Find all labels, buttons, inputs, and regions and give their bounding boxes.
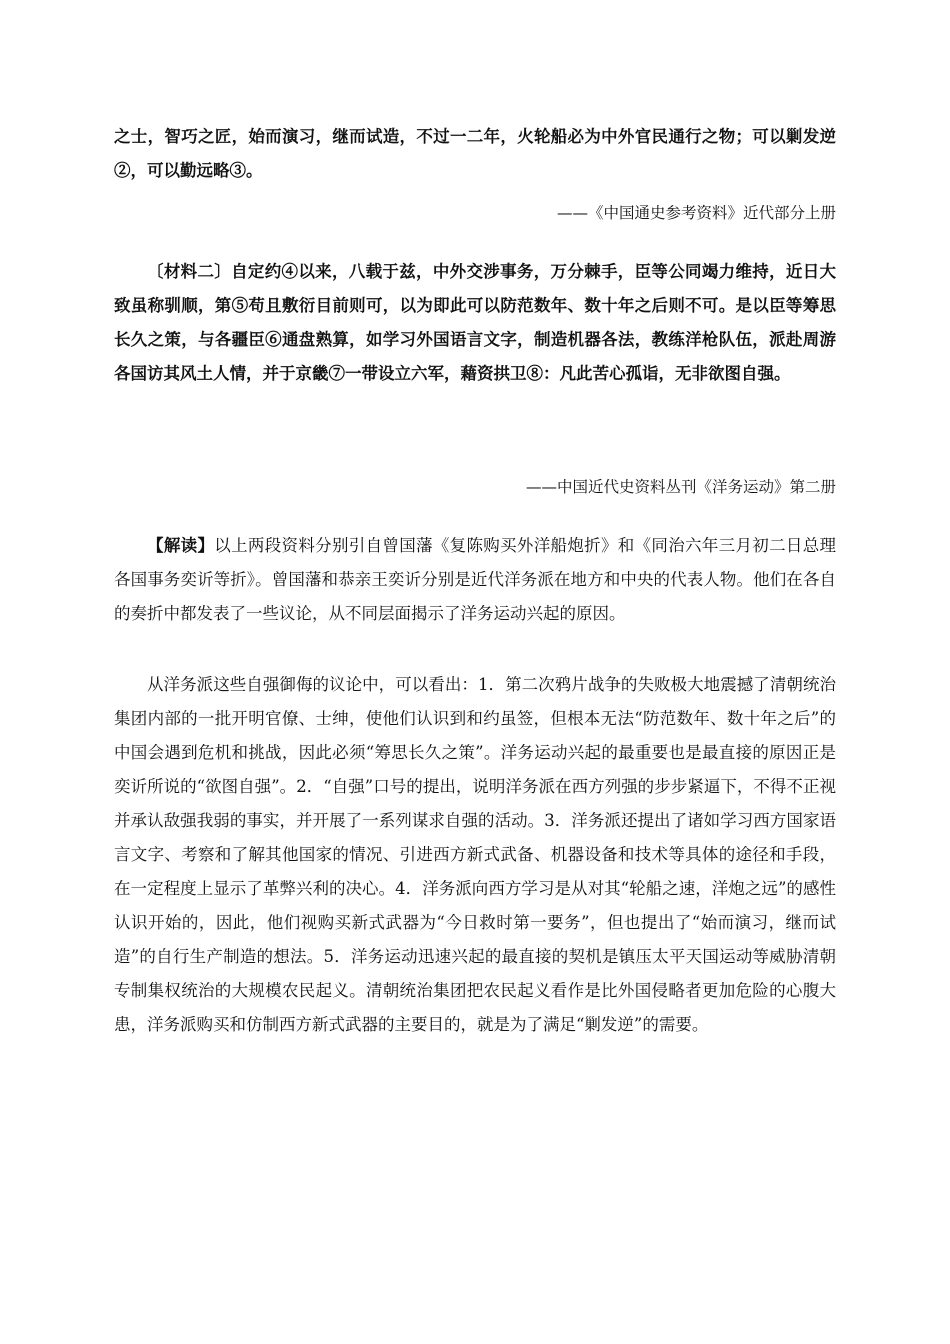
material-one-continuation: 之士，智巧之匠，始而演习，继而试造，不过一二年，火轮船必为中外官民通行之物；可以剿发逆②，可以勤远略③。 xyxy=(114,127,836,180)
interpretation-label: 【解读】 xyxy=(147,536,215,555)
interpretation-text-one: 以上两段资料分别引自曾国藩《复陈购买外洋船炮折》和《同治六年三月初二日总理各国事务奕䜣等折》。曾国藩和恭亲王奕䜣分别是近代洋务派在地方和中央的代表人物。他们在各自的奏折中都发表了一些议论，从不同层面揭示了洋务运动兴起的原因。 xyxy=(114,536,836,623)
material-one-source: ——《中国通史参考资料》近代部分上册 xyxy=(556,204,836,222)
material-two-paragraph xyxy=(114,255,836,391)
material-two-source: ——中国近代史资料丛刊《洋务运动》第二册 xyxy=(525,478,836,496)
material-two-label: 〔材料二〕 xyxy=(147,262,232,281)
interpretation-paragraph-two: 从洋务派这些自强御侮的议论中，可以看出：1．第二次鸦片战争的失败极大地震撼了清朝统治集团内部的一批开明官僚、士绅，使他们认识到和约虽签，但根本无法“防范数年、数十年之后”的中国会遇到危机和挑战，因此必须“筹思长久之策”。洋务运动兴起的最重要也是最直接的原因正是奕䜣所说的“欲图自强”。2．“自强”口号的提出，说明洋务派在西方列强的步步紧逼下，不得不正视并承认敌强我弱的事实，并开展了一系列谋求自强的活动。3．洋务派还提出了诸如学习西方国家语言文字、考察和了解其他国家的情况、引进西方新式武备、机器设备和技术等具体的途径和手段，在一定程度上显示了革弊兴利的决心。4．洋务派向西方学习是从对其“轮船之速，洋炮之远”的感性认识开始的，因此，他们视购买新式武器为“今日救时第一要务”，但也提出了“始而演习，继而试造”的自行生产制造的想法。5．洋务运动迅速兴起的最直接的契机是镇压太平天国运动等威胁清朝专制集权统治的大规模农民起义。清朝统治集团把农民起义看作是比外国侵略者更加危险的心腹大患，洋务派购买和仿制西方新式武器的主要目的，就是为了满足“剿发逆”的需要。 xyxy=(114,675,836,1034)
interpretation-paragraph-one xyxy=(114,529,836,631)
material-two-text: 自定约④以来，八载于兹，中外交涉事务，万分棘手，臣等公同竭力维持，近日大致虽称驯顺，第⑤苟且敷衍目前则可，以为即此可以防范数年、数十年之后则不可。是以臣等筹思长久之策，与各疆臣⑥通盘熟算，如学习外国语言文字，制造机器各法，教练洋枪队伍，派赴周游各国访其风土人情，并于京畿⑦一带设立六军，藉资拱卫⑧：凡此苦心孤诣，无非欲图自强。 xyxy=(114,262,836,383)
